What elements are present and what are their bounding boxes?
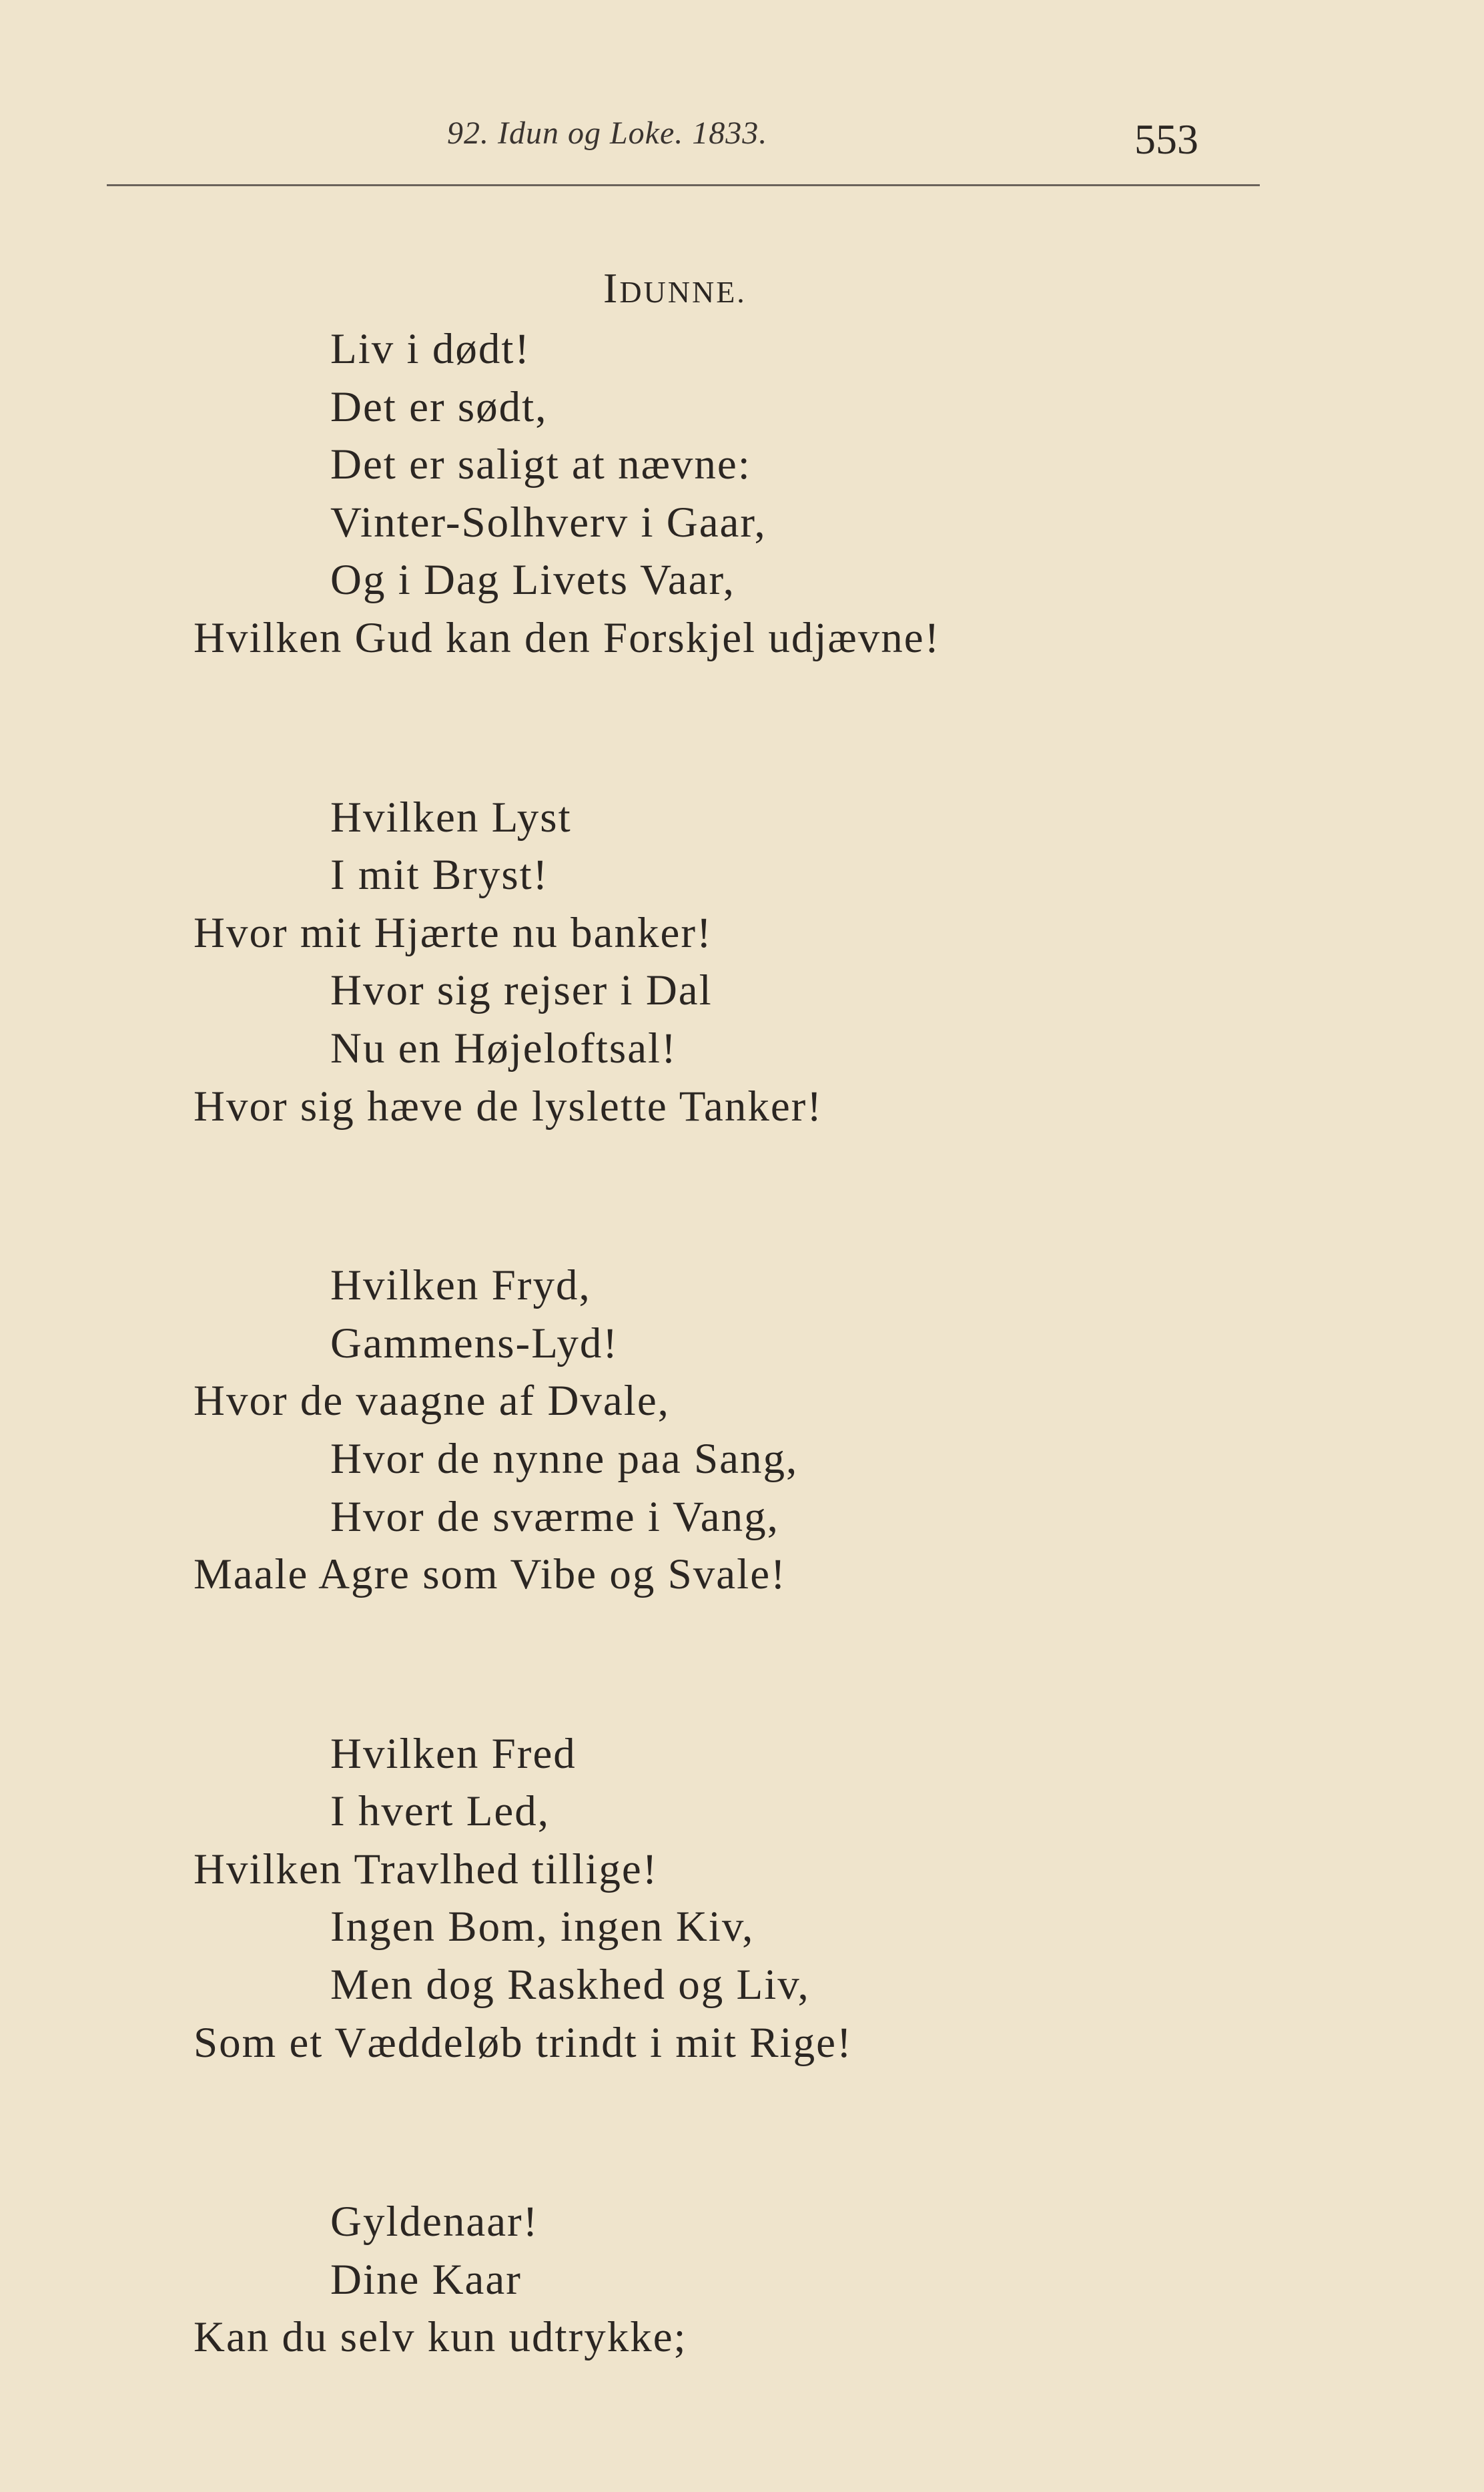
stanza-5 (0, 2193, 1484, 2367)
verse-line: Og i Dag Livets Vaar, (330, 556, 735, 605)
stanza-1 (0, 320, 1484, 667)
speaker-name (603, 264, 747, 313)
verse-line: Gyldenaar! (330, 2198, 539, 2246)
speaker-rest: DUNNE. (619, 275, 747, 309)
verse-line: Hvor sig hæve de lyslette Tanker! (194, 1082, 823, 1131)
stanza-4 (0, 1725, 1484, 2072)
verse-line: Maale Agre som Vibe og Svale! (194, 1550, 787, 1599)
verse-line: Hvilken Lyst (330, 793, 572, 842)
poem (0, 320, 1484, 2367)
verse-line: Det er saligt at nævne: (330, 440, 751, 489)
speaker-initial: I (603, 264, 620, 312)
page-header (0, 0, 1484, 200)
verse-line: Hvor de sværme i Vang, (330, 1492, 779, 1541)
verse-line: Gammens-Lyd! (330, 1319, 619, 1367)
verse-line: Hvilken Fryd, (330, 1261, 591, 1310)
verse-line: Vinter-Solhverv i Gaar, (330, 498, 767, 547)
verse-line: Hvilken Travlhed tillige! (194, 1845, 659, 1893)
verse-line: Men dog Raskhed og Liv, (330, 1961, 810, 2009)
verse-line: I hvert Led, (330, 1787, 550, 1836)
verse-line: Hvor de nynne paa Sang, (330, 1434, 799, 1483)
header-rule (107, 184, 1260, 186)
page-number: 553 (1134, 115, 1198, 163)
verse-line: Hvilken Fred (330, 1729, 577, 1778)
stanza-3 (0, 1257, 1484, 1604)
verse-line: Hvor sig rejser i Dal (330, 966, 713, 1015)
verse-line: Hvor de vaagne af Dvale, (194, 1377, 670, 1426)
verse-line: Liv i dødt! (330, 325, 531, 373)
verse-line: Dine Kaar (330, 2255, 522, 2304)
verse-line: Det er sødt, (330, 382, 548, 431)
running-title: 92. Idun og Loke. 1833. (447, 115, 768, 151)
verse-line: Som et Væddeløb trindt i mit Rige! (194, 2018, 853, 2067)
verse-line: Hvor mit Hjærte nu banker! (194, 908, 713, 957)
verse-line: Hvilken Gud kan den Forskjel udjævne! (194, 613, 941, 662)
verse-line: I mit Bryst! (330, 851, 549, 900)
verse-line: Nu en Højeloftsal! (330, 1024, 677, 1072)
verse-line: Ingen Bom, ingen Kiv, (330, 1903, 755, 1951)
stanza-2 (0, 789, 1484, 1136)
verse-line: Kan du selv kun udtrykke; (194, 2313, 687, 2362)
